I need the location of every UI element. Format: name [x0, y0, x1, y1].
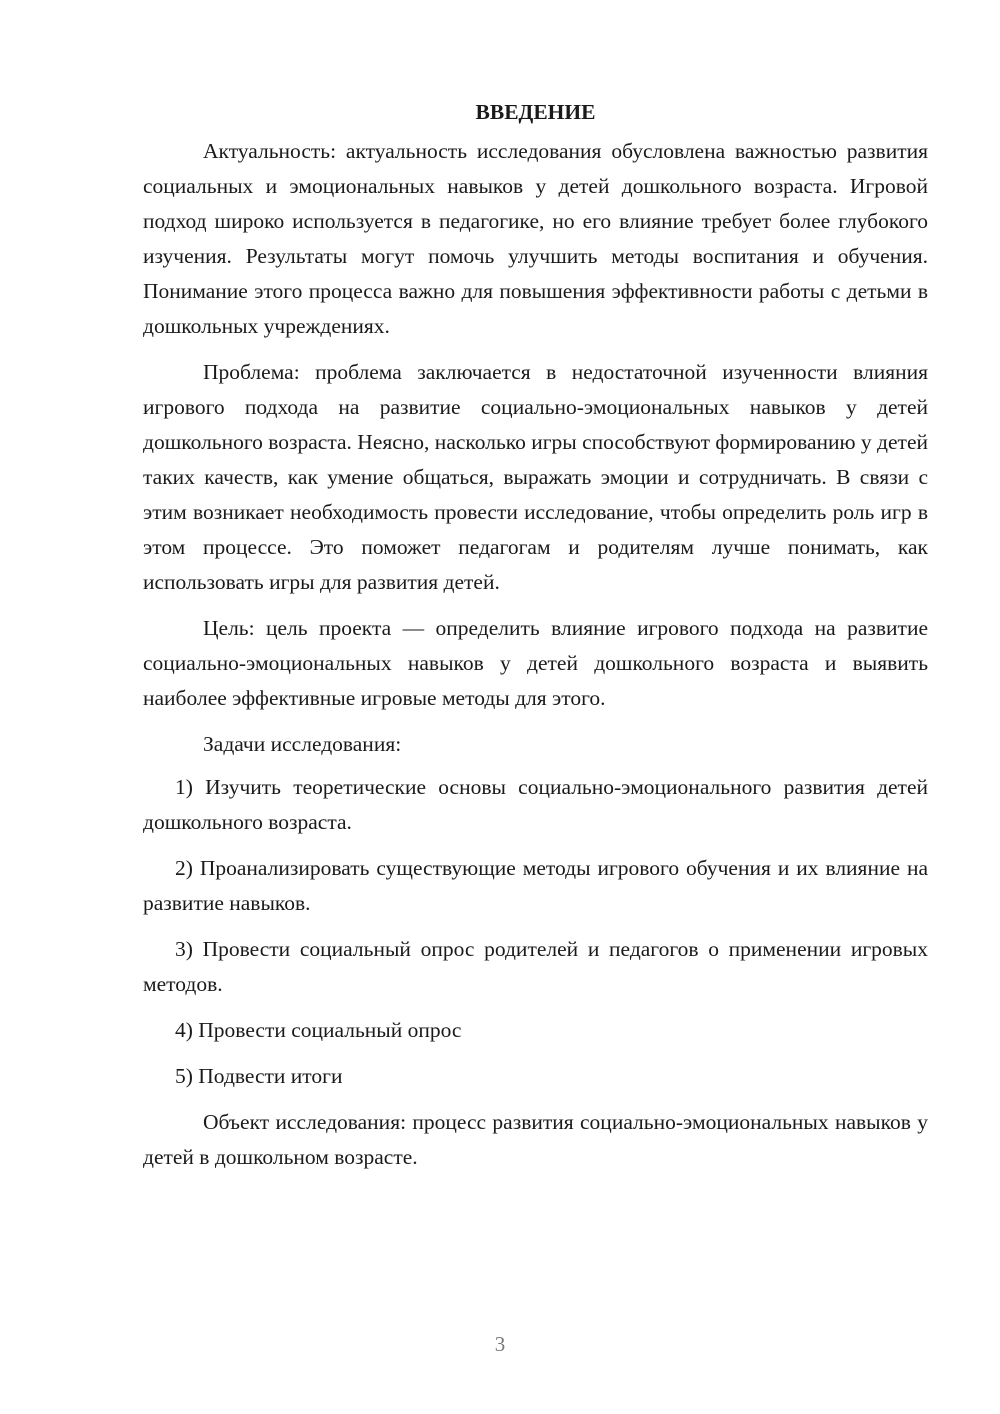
- problem-paragraph: Проблема: проблема заключается в недостаточной изученности влияния игрового подхода на развитие социально-эмоциональных навыков у детей дошкольного возраста. Неясно, насколько игры способствуют формированию у детей таких качеств, как умение общаться, выражать эмоции и сотрудничать. В связи с этим возникает необходимость провести исследование, чтобы определить роль игр в этом процессе. Это поможет педагогам и родителям лучше понимать, как использовать игры для развития детей.: [143, 360, 928, 594]
- tasks-heading: Задачи исследования:: [203, 732, 402, 756]
- task-item-5: 5) Подвести итоги: [175, 1064, 343, 1088]
- task-item-2: 2) Проанализировать существующие методы игрового обучения и их влияние на развитие навыков.: [143, 856, 928, 915]
- relevance-paragraph: Актуальность: актуальность исследования обусловлена важностью развития социальных и эмоциональных навыков у детей дошкольного возраста. Игровой подход широко используется в педагогике, но его влияние требует более глубокого изучения. Результаты могут помочь улучшить методы воспитания и обучения. Понимание этого процесса важно для повышения эффективности работы с детьми в дошкольных учреждениях.: [143, 139, 928, 338]
- task-item-1: 1) Изучить теоретические основы социально-эмоционального развития детей дошкольного возраста.: [143, 775, 928, 834]
- object-paragraph: Объект исследования: процесс развития социально-эмоциональных навыков у детей в дошкольном возрасте.: [143, 1110, 928, 1169]
- goal-paragraph: Цель: цель проекта — определить влияние игрового подхода на развитие социально-эмоциональных навыков у детей дошкольного возраста и выявить наиболее эффективные игровые методы для этого.: [143, 616, 928, 710]
- page-number: 3: [494, 1332, 506, 1356]
- page-content: [143, 96, 928, 1186]
- task-item-3: 3) Провести социальный опрос родителей и педагогов о применении игровых методов.: [143, 937, 928, 996]
- page-title: ВВЕДЕНИЕ: [475, 100, 596, 124]
- task-item-4: 4) Провести социальный опрос: [175, 1018, 462, 1042]
